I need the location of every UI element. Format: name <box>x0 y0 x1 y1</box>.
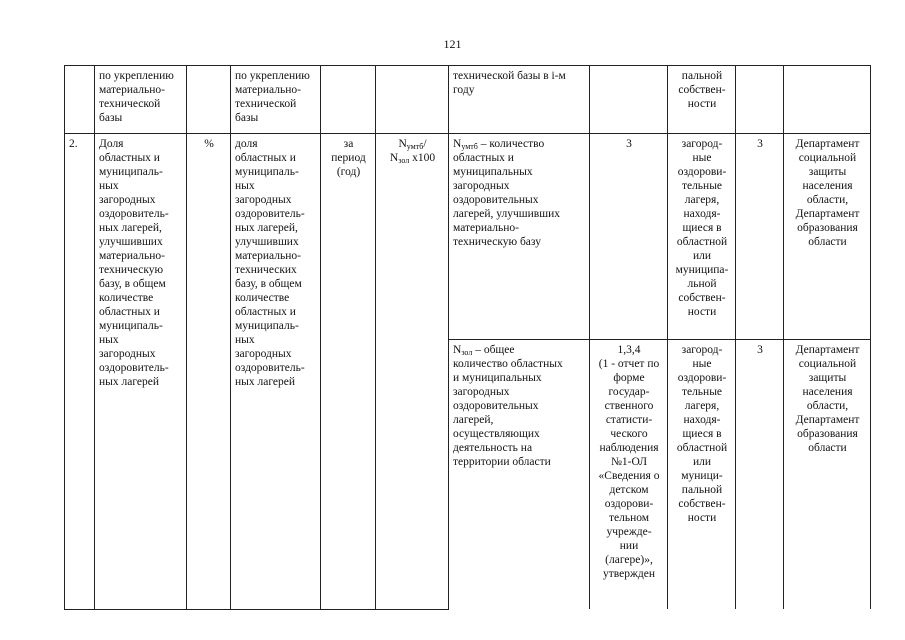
cell-responsible <box>784 66 871 134</box>
table-row-indicator-2 <box>65 134 871 340</box>
formula-n1: N <box>398 138 407 150</box>
cell-formula <box>376 66 449 134</box>
cell-source-b: 1,3,4 (1 - отчет по форме государ- ственного статисти- ческого наблюдения №1-ОЛ «Сведения о детском оздорови- тельном учрежде- нии (лагере)», утвержден <box>590 340 668 610</box>
var-a-description: – количество областных и муниципальных загородных оздоровительных лагерей, улучшивших материально- техническую базу <box>453 138 560 248</box>
formula-n2: N <box>389 152 399 164</box>
cell-variable-b <box>449 340 590 610</box>
formula-n2-sub: зол <box>398 156 410 165</box>
cell-indicator-continued: по укреплению материально- технической базы <box>95 66 187 134</box>
cell-unit <box>187 66 231 134</box>
cell-unit: % <box>187 134 231 610</box>
formula-slash: / <box>423 138 427 150</box>
cell-source <box>590 66 668 134</box>
cell-object-continued: пальной собствен- ности <box>668 66 736 134</box>
cell-definition: доля областных и муниципаль- ных загородных оздоровитель- ных лагерей, улучшивших материально- технических базу, в общем количестве областных и муниципаль- ных загородных оздоровитель- ных лагерей <box>231 134 321 610</box>
cell-period <box>321 66 376 134</box>
var-b-sub: зол <box>461 348 473 357</box>
indicators-table <box>64 65 871 610</box>
cell-method <box>736 66 784 134</box>
cell-responsible-b: Департамент социальной защиты населения области, Департамент образования области <box>784 340 871 610</box>
cell-responsible-a: Департамент социальной защиты населения области, Департамент образования области <box>784 134 871 340</box>
cell-object-a: загород- ные оздорови- тельные лагеря, находя- щиеся в областной или муниципа- льной собствен- ности <box>668 134 736 340</box>
cell-number <box>65 66 95 134</box>
var-b-description: – общее количество областных и муниципальных загородных оздоровительных лагерей, осуществляющих деятельность на территории области <box>453 344 563 468</box>
cell-variable-a <box>449 134 590 340</box>
page-number: 121 <box>443 37 462 51</box>
cell-object-b: загород- ные оздорови- тельные лагеря, находя- щиеся в областной или муници- пальной собствен- ности <box>668 340 736 610</box>
cell-row-number: 2. <box>65 134 95 610</box>
formula-tail: x100 <box>409 152 436 164</box>
cell-method-b: 3 <box>736 340 784 610</box>
table-row-continuation <box>65 66 871 134</box>
formula-n1-sub: умтб <box>406 142 424 151</box>
var-a-symbol: N <box>453 138 462 150</box>
cell-variables-continued: технической базы в i-м году <box>449 66 590 134</box>
cell-method-a: 3 <box>736 134 784 340</box>
cell-formula <box>376 134 449 610</box>
var-a-sub: умтб <box>461 142 478 151</box>
cell-indicator-name: Доля областных и муниципаль- ных загородных оздоровитель- ных лагерей, улучшивших материально- техническую базу, в общем количестве областных и муниципаль- ных загородных оздоровитель- ных лагерей <box>95 134 187 610</box>
var-b-symbol: N <box>453 344 462 356</box>
cell-source-a: 3 <box>590 134 668 340</box>
cell-period: за период (год) <box>321 134 376 610</box>
cell-definition-continued: по укреплению материально- технической базы <box>231 66 321 134</box>
